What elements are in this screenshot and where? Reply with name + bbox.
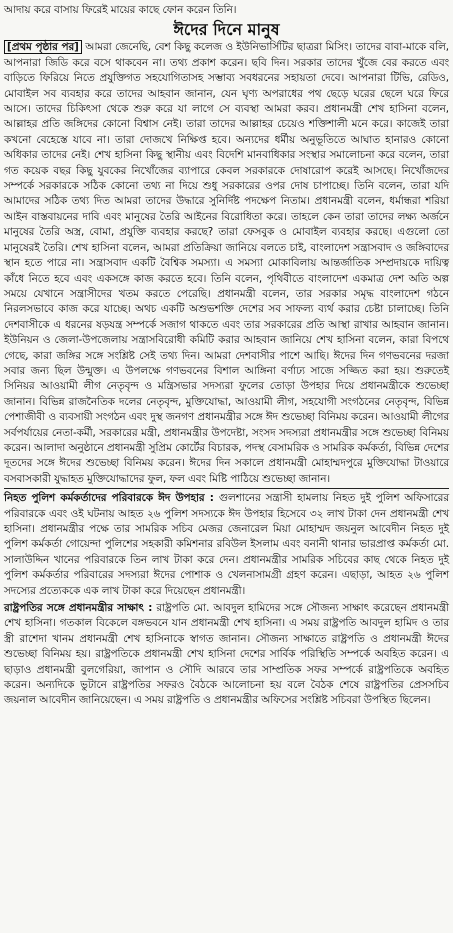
headline: ঈদের দিনে মানুষ — [173, 20, 280, 40]
police-section-text: গুলশানের সন্ত্রাসী হামলায় নিহত দুই পুলিশ অফিসারের পরিবারকে এবং ওই ঘটনায় আহত ২৬ পুলিশ সদস্যকে ঈদ উপহার হিসেবে ৩২ লাখ টাকা দেন প্রধানমন্ত্রী শেখ হাসিনা। প্রধানমন্ত্রীর পক্ষে তার সামরিক সচিব মেজর জেনারেল মিয়া মোহাম্মদ জয়নুল আবেদীন নিহত দুই পুলিশ কর্মকর্তা গোয়েন্দা পুলিশের সহকারী কমিশনার রবিউল ইসলাম এবং বনানী থানার ভারপ্রাপ্ত কর্মকর্তা মো. সালাউদ্দিন খানের পরিবারকে তিন লাখ টাকা করে দেন। প্রধানমন্ত্রীর সামরিক সচিবের কাছ থেকে নিহত দুই পুলিশ কর্মকর্তার পরিবারের সদস্যরা ঈদের পোশাক ও খেলনাসামগ্রী গ্রহণ করেন। এছাড়া, আহত ২৬ পুলিশ সদস্যের প্রত্যেককে এক লাখ টাকা করে দিয়েছেন প্রধানমন্ত্রী। — [4, 492, 449, 597]
continued-tag: [প্রথম পৃষ্ঠার পর] — [4, 40, 82, 54]
police-section-heading: নিহত পুলিশ কর্মকর্তাদের পরিবারকে ঈদ উপহার : — [4, 492, 214, 505]
police-section — [4, 491, 449, 599]
article-text: আমরা জেনেছি, বেশ কিছু কলেজ ও ইউনিভার্সিটির ছাত্ররা মিসিং। তাদের বাবা-মাকে বলি, আপনারা জিডি করে বসে থাকবেন না। তথ্য প্রকাশ করেন। ছবি দিন। সরকার তাদের খুঁজে বের করতে এবং বাড়িতে ফিরিয়ে নিতে প্রযুক্তিগত সহযোগিতাসহ সম্ভাব্য সবধরনের সহায়তা দেবে। আপনারা টিভি, রেডিও, মোবাইল সব ব্যবহার করে তাদের আহবান জানান, যেন ঘৃণ্য অপরাধের পথ ছেড়ে ঘরের ছেলে ঘরে ফিরে আসে। তাদের চিকিৎসা থেকে শুরু করে যা লাগে সে ব্যবস্থা আমরা করব। প্রধানমন্ত্রী শেখ হাসিনা বলেন, আল্লাহর প্রতি জঙ্গিদের কোনো বিশ্বাস নেই। তারা তাদের আল্লাহর চেয়েও শক্তিশালী মনে করে। কাজেই তারা কখনো বেহেস্তে যাবে না। তারা দোজখে নিক্ষিপ্ত হবে। অন্যদের ধর্মীয় অনুভূতিতে আঘাত হানারও কোনো অধিকার তাদের নেই। শেখ হাসিনা কিছু স্থানীয় এবং বিদেশি মানবাধিকার সংস্থার সমালোচনা করে বলেন, তারা গত কয়েক বছর কিছু যুবকের নিখোঁজের ব্যাপারে কেবল সরকারকে দোষারোপ করেই আসছে। নিখোঁজদের সম্পর্কে সরকারকে সঠিক কোনো তথ্য না দিয়ে শুধু সরকারের ওপর দোষ চাপাচ্ছে। তিনি বলেন, তারা যদি আমাদের সঠিক তথ্য দিত আমরা তাদের উদ্ধারে সুনির্দিষ্ট পদক্ষেপ নিতাম। প্রধানমন্ত্রী বলেন, ধর্মান্ধরা শরিয়া আইন বাস্তবায়নের দাবি এবং মানুষের তৈরি আইনের বিরোধিতা করে। তাহলে কেন তারা তাদের লক্ষ্য অর্জনে মানুষের তৈরি অস্ত্র, বোমা, প্রযুক্তি ব্যবহার করছে? তারা ফেসবুক ও মোবাইল ব্যবহার করছে। এগুলো তো মানুষেরই তৈরি। শেখ হাসিনা বলেন, আমরা প্রতিক্রিয়া জানিয়ে বলতে চাই, বাংলাদেশ সন্ত্রাসবাদ ও জঙ্গিবাদের স্থান হতে পারে না। সন্ত্রাসবাদ একটি বৈশ্বিক সমস্যা। এ সমস্যা মোকাবিলায় আন্তর্জাতিক সম্প্রদায়কে দায়িত্ব কাঁধে নিতে হবে এবং একসঙ্গে কাজ করতে হবে। তিনি বলেন, পৃথিবীতে বাংলাদেশ একমাত্র দেশ অতি অল্প সময়ে যেখানে সন্ত্রাসীদের খতম করতে পেরেছি। প্রধানমন্ত্রী বলেন, তার সরকার সমৃদ্ধ বাংলাদেশ গঠনে নিরলসভাবে কাজ করে যাচ্ছে। অথচ একটি অশুভশক্তি দেশের সব সাফল্য ব্যর্থ করার চেষ্টা চালাচ্ছে। তিনি দেশবাসীকে এ ধরনের ষড়যন্ত্র সম্পর্কে সজাগ থাকতে এবং তার সরকারের প্রতি আস্থা রাখার আহবান জানান। ইউনিয়ন ও জেলা-উপজেলায় সন্ত্রাসবিরোধী কমিটি করার আহবান জানিয়ে শেখ হাসিনা বলেন, কারা বিপথে গেছে, কারা জঙ্গির সঙ্গে সংশ্লিষ্ট সেই তথ্য দিন। আমরা দেশবাসীর পাশে আছি। ঈদের দিন গণভবনের দরজা সবার জন্য ছিল উন্মুক্ত। এ উপলক্ষে গণভবনের বিশাল আঙ্গিনা বর্ণাঢ্য সাজে সজ্জিত করা হয়। শুরুতেই সিনিয়র আওয়ামী লীগ নেতৃবৃন্দ ও মন্ত্রিসভার সদস্যরা ফুলের তোড়া উপহার দিয়ে প্রধানমন্ত্রীকে শুভেচ্ছা জানান। বিভিন্ন রাজনৈতিক দলের নেতৃবৃন্দ, মুক্তিযোদ্ধা, আওয়ামী লীগ, সহযোগী সংগঠনের নেতৃবৃন্দ, বিভিন্ন পেশাজীবী ও ব্যবসায়ী সংগঠন এবং দুস্থ জনগণ প্রধানমন্ত্রীর সঙ্গে ঈদ শুভেচ্ছা বিনিময় করেন। আওয়ামী লীগের সর্বপর্যায়ের নেতা-কর্মী, সরকারের মন্ত্রী, প্রধানমন্ত্রীর উপদেষ্টা, সংসদ সদস্যরা প্রধানমন্ত্রীর সঙ্গে শুভেচ্ছা বিনিময় করেন। আলাদা অনুষ্ঠানে প্রধানমন্ত্রী সুপ্রিম কোর্টের বিচারক, পদস্থ বেসামরিক ও সামরিক কর্মকর্তা, বিভিন্ন দেশের দূতদের সঙ্গে ঈদের শুভেচ্ছা বিনিময় করেন। ঈদের দিন সকালে প্রধানমন্ত্রী মোহাম্মদপুরে মুক্তিযোদ্ধা টাওয়ারে বসবাসকারী যুদ্ধাহত মুক্তিযোদ্ধাদের ফুল, ফল এবং মিষ্টি পাঠিয়ে শুভেচ্ছা জানান। — [4, 41, 450, 485]
president-section — [4, 601, 449, 709]
lead-text: আদায় করে বাসায় ফিরেই মায়ের কাছে ফোন করেন তিনি। — [4, 4, 237, 16]
president-section-heading: রাষ্ট্রপতির সঙ্গে প্রধানমন্ত্রীর সাক্ষাৎ : — [4, 602, 153, 615]
article-body — [4, 40, 449, 489]
president-section-text: রাষ্ট্রপতি মো. আবদুল হামিদের সঙ্গে সৌজন্য সাক্ষাৎ করেছেন প্রধানমন্ত্রী শেখ হাসিনা। গতকাল বিকেলে বঙ্গভবনে যান প্রধানমন্ত্রী শেখ হাসিনা। এ সময় রাষ্ট্রপতি আবদুল হামিদ ও তার স্ত্রী রাশেদা খানম প্রধানমন্ত্রী শেখ হাসিনাকে স্বাগত জানান। সৌজন্য সাক্ষাতে রাষ্ট্রপতি ও প্রধানমন্ত্রী ঈদের শুভেচ্ছা বিনিময় হয়। রাষ্ট্রপতিকে প্রধানমন্ত্রী শেখ হাসিনা দেশের সার্বিক পরিস্থিতি সম্পর্কে অবহিত করেন। এ ছাড়াও প্রধানমন্ত্রী বুলগেরিয়া, জাপান ও সৌদি আরবে তার সাম্প্রতিক সফর সম্পর্কে রাষ্ট্রপতিকে অবহিত করেন। অন্যদিকে ভুটানে রাষ্ট্রপতির সফরও বৈঠকে আলোচনা হয় বলে বৈঠক শেষে রাষ্ট্রপতির প্রেসসচিব জয়নাল আবেদীন জানিয়েছেন। এ সময় রাষ্ট্রপতি ও প্রধানমন্ত্রীর অফিসের সংশ্লিষ্ট সচিবরা উপস্থিত ছিলেন। — [4, 602, 449, 707]
